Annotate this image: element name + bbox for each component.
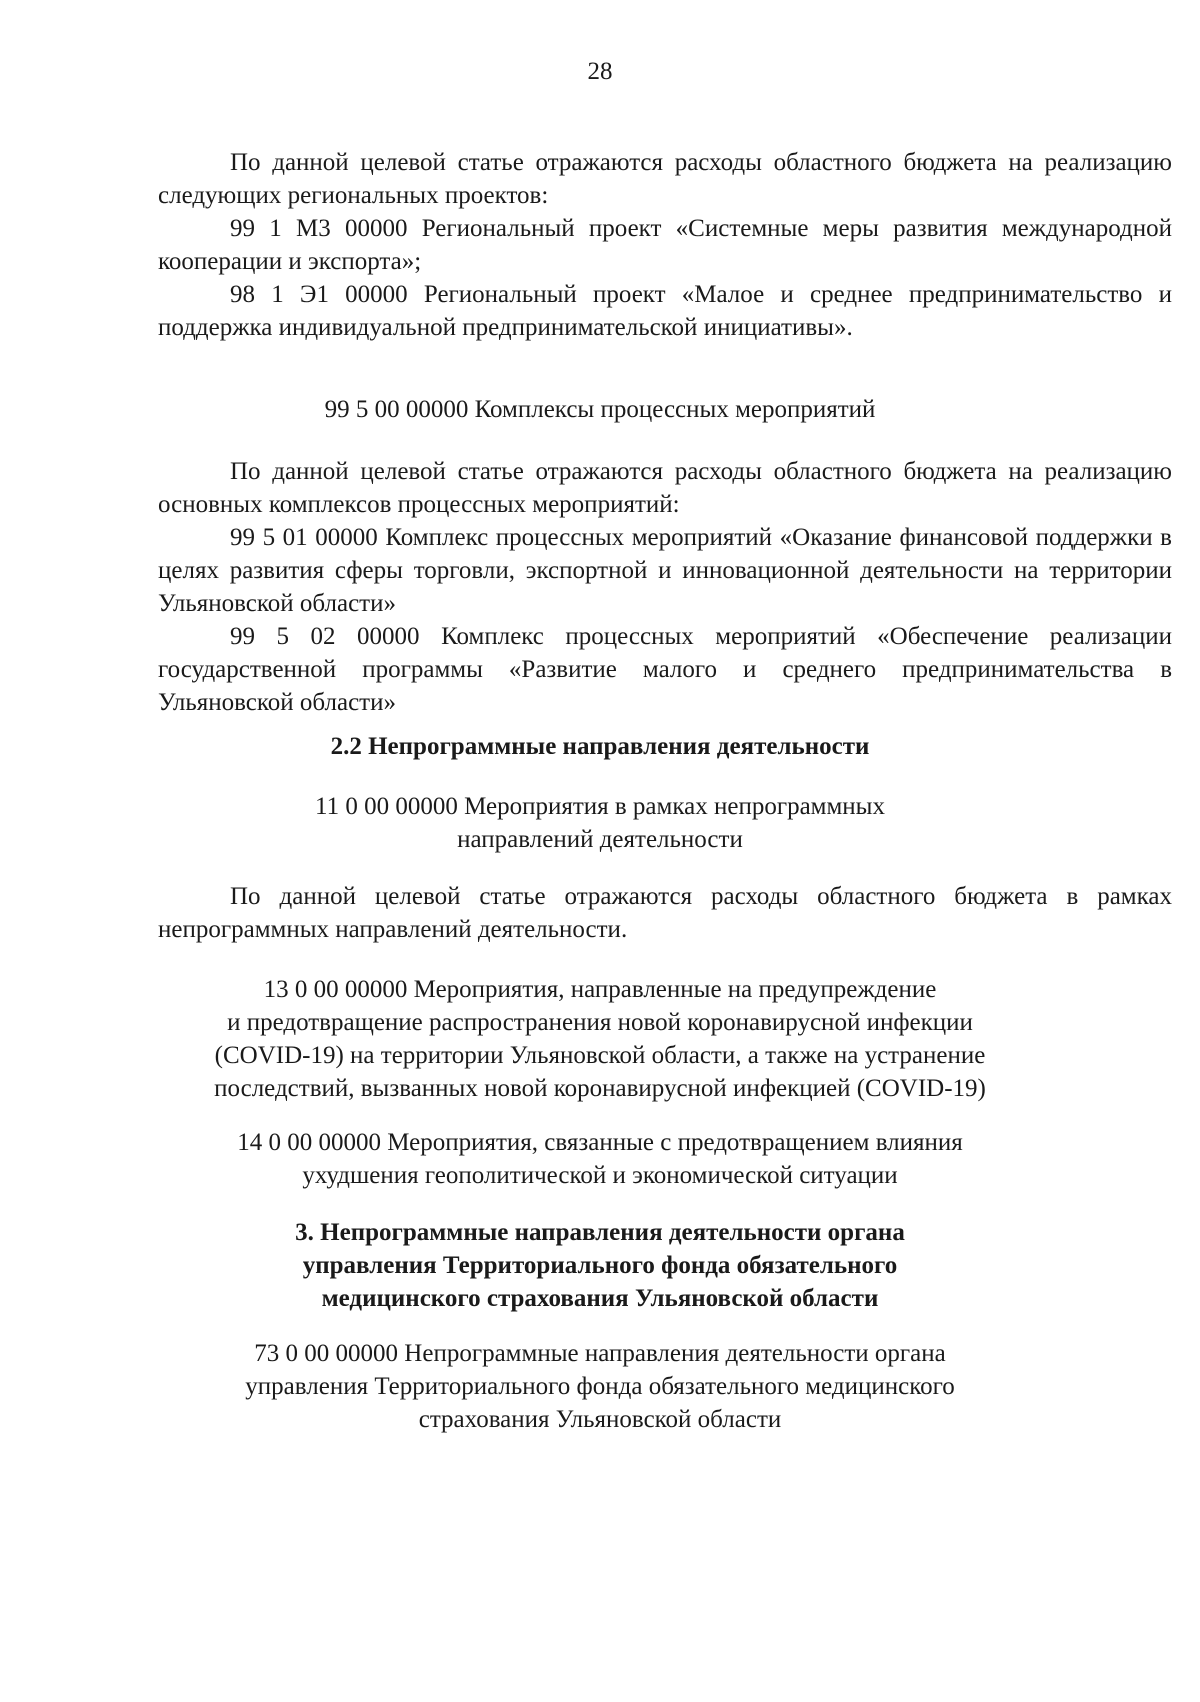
heading-3-line3: медицинского страхования Ульяновской области [321,1285,879,1312]
heading-2-2: 2.2 Непрограммные направления деятельности [330,733,870,760]
section-title-99-5: 99 5 00 00000 Комплексы процессных мероприятий [324,396,876,423]
page-number: 28 [587,58,613,85]
paragraph-non-program-intro: По данной целевой статье отражаются расходы областного бюджета в рамках непрограммных направлений деятельности. [158,883,1172,943]
paragraph-regional-projects-intro: По данной целевой статье отражаются расходы областного бюджета на реализацию следующих региональных проектов: [158,149,1172,209]
section-title-13-line3: (COVID-19) на территории Ульяновской области, а также на устранение [214,1042,986,1069]
section-title-11 [0,790,1200,856]
section-title-73-line1: 73 0 00 00000 Непрограммные направления деятельности органа [254,1340,946,1367]
paragraph-complex-99-5-02: 99 5 02 00000 Комплекс процессных мероприятий «Обеспечение реализации государственной программы «Развитие малого и среднего предпринимательства в Ульяновской области» [158,623,1172,716]
heading-3-line1: 3. Непрограммные направления деятельности органа [295,1219,905,1246]
paragraph-project-m3: 99 1 М3 00000 Региональный проект «Системные меры развития международной кооперации и экспорта»; [158,215,1172,275]
heading-3-line2: управления Территориального фонда обязательного [302,1252,898,1279]
section-title-13 [0,973,1200,1105]
section-title-13-line4: последствий, вызванных новой коронавирусной инфекцией (COVID-19) [214,1075,986,1102]
section-title-73-line3: страхования Ульяновской области [418,1406,782,1433]
section-title-73 [0,1337,1200,1436]
heading-3 [0,1216,1200,1315]
section-title-14 [0,1126,1200,1192]
section-title-14-line2: ухудшения геополитической и экономической ситуации [302,1162,898,1189]
section-title-11-line2: направлений деятельности [457,826,743,853]
paragraph-project-e1: 98 1 Э1 00000 Региональный проект «Малое и среднее предпринимательство и поддержка индивидуальной предпринимательской инициативы». [158,281,1172,341]
intro-block [158,146,1172,344]
paragraph-process-complexes-intro: По данной целевой статье отражаются расходы областного бюджета на реализацию основных комплексов процессных мероприятий: [158,458,1172,518]
non-program-block [158,880,1172,946]
section-title-73-line2: управления Территориального фонда обязательного медицинского [245,1373,955,1400]
section-title-13-line2: и предотвращение распространения новой коронавирусной инфекции [227,1009,973,1036]
section-title-11-line1: 11 0 00 00000 Мероприятия в рамках непрограммных [315,793,885,820]
paragraph-complex-99-5-01: 99 5 01 00000 Комплекс процессных мероприятий «Оказание финансовой поддержки в целях развития сферы торговли, экспортной и инновационной деятельности на территории Ульяновской области» [158,524,1172,617]
process-complexes-block [158,455,1172,719]
section-title-14-line1: 14 0 00 00000 Мероприятия, связанные с предотвращением влияния [237,1129,963,1156]
section-title-13-line1: 13 0 00 00000 Мероприятия, направленные на предупреждение [263,976,937,1003]
